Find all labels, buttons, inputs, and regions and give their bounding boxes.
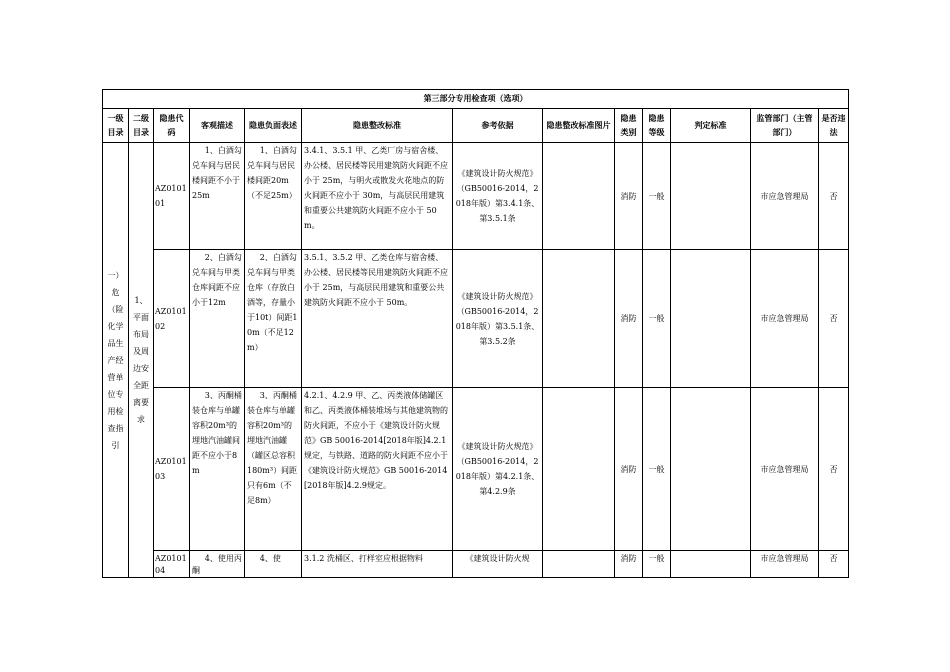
- illegal-cell: 否: [819, 388, 849, 551]
- negative-cell: 4、使: [245, 551, 302, 578]
- negative-cell: 3、丙酮桶装仓库与单罐容积20m³的埋地汽油罐（罐区总容积180m³）间距只有6m（不足8m）: [245, 388, 302, 551]
- header-dept: 监管部门（主管部门）: [751, 109, 819, 143]
- image-cell: [543, 551, 615, 578]
- negative-cell: 2、白酒勾兑车间与甲类仓库（存放白酒等，存量小于10t）间距10m（不足12m）: [245, 250, 302, 388]
- header-category: 隐患类别: [615, 109, 643, 143]
- code-cell: AZ010101: [154, 143, 190, 250]
- dept-cell: 市应急管理局: [751, 250, 819, 388]
- criteria-cell: [671, 250, 751, 388]
- header-description: 客观描述: [190, 109, 245, 143]
- standard-cell: 3.5.1、3.5.2 甲、乙类仓库与宿舍楼、办公楼、居民楼等民用建筑防火间距不应小于 25m，与高层民用建筑和重要公共建筑防火间距不应小于 50m。: [302, 250, 453, 388]
- table-row: [103, 143, 849, 250]
- dept-cell: 市应急管理局: [751, 551, 819, 578]
- table-row: [103, 250, 849, 388]
- table-title: 第三部分专用检查项（选项）: [103, 90, 849, 109]
- category-cell: 消防: [615, 143, 643, 250]
- table-row: [103, 388, 849, 551]
- basis-cell: 《建筑设计防火规范》（GB50016-2014，2018年版）第3.4.1条、第3.5.1条: [453, 143, 543, 250]
- criteria-cell: [671, 388, 751, 551]
- basis-cell: 《建筑设计防火规范》（GB50016-2014，2018年版）第4.2.1条、第4.2.9条: [453, 388, 543, 551]
- header-image: 隐患整改标准图片: [543, 109, 615, 143]
- header-level2: 二级目录: [129, 109, 154, 143]
- description-cell: 4、使用丙酮: [190, 551, 245, 578]
- description-cell: 2、白酒勾兑车间与甲类仓库间距不应小于12m: [190, 250, 245, 388]
- level2-cell: 1、平面布局及周边安全距离要求: [129, 143, 154, 578]
- level1-cell: 一）危（险化学品生产经营单位专用检查指引: [103, 143, 129, 578]
- illegal-cell: 否: [819, 551, 849, 578]
- grade-cell: 一般: [643, 388, 671, 551]
- criteria-cell: [671, 551, 751, 578]
- header-negative: 隐患负面表述: [245, 109, 302, 143]
- header-criteria: 判定标准: [671, 109, 751, 143]
- criteria-cell: [671, 143, 751, 250]
- negative-cell: 1、白酒勾兑车间与居民楼间距20m（不足25m）: [245, 143, 302, 250]
- inspection-table: [102, 89, 849, 578]
- image-cell: [543, 250, 615, 388]
- header-code: 隐患代码: [154, 109, 190, 143]
- category-cell: 消防: [615, 250, 643, 388]
- basis-cell: 《建筑设计防火规: [453, 551, 543, 578]
- category-cell: 消防: [615, 388, 643, 551]
- category-cell: 消防: [615, 551, 643, 578]
- header-grade: 隐患等级: [643, 109, 671, 143]
- grade-cell: 一般: [643, 143, 671, 250]
- code-cell: AZ010102: [154, 250, 190, 388]
- standard-cell: 3.4.1、3.5.1 甲、乙类厂房与宿舍楼、办公楼、居民楼等民用建筑防火间距不应小于 25m，与明火或散发火花地点的防火间距不应小于 30m，与高层民用建筑和重要公共建筑防火间距不应小于 50m。: [302, 143, 453, 250]
- header-level1: 一级目录: [103, 109, 129, 143]
- header-standard: 隐患整改标准: [302, 109, 453, 143]
- code-cell: AZ010104: [154, 551, 190, 578]
- basis-cell: 《建筑设计防火规范》（GB50016-2014，2018年版）第3.5.1条、第3.5.2条: [453, 250, 543, 388]
- dept-cell: 市应急管理局: [751, 143, 819, 250]
- dept-cell: 市应急管理局: [751, 388, 819, 551]
- header-basis: 参考依据: [453, 109, 543, 143]
- illegal-cell: 否: [819, 250, 849, 388]
- standard-cell: 4.2.1、4.2.9 甲、乙、丙类液体储罐区和乙、丙类液体桶装堆场与其他建筑物的防火间距，不应小于《建筑设计防火规范》GB 50016-2014[2018年版]4.2.1规定，与铁路、道路的防火间距不应小于《建筑设计防火规范》GB 50016-2014[2018年版]4.2.9规定。: [302, 388, 453, 551]
- standard-cell: 3.1.2 洗桶区、打样室应根据物料: [302, 551, 453, 578]
- image-cell: [543, 143, 615, 250]
- description-cell: 3、丙酮桶装仓库与单罐容积20m³的埋地汽油罐间距不应小于8m: [190, 388, 245, 551]
- inspection-table-sheet: [102, 89, 849, 578]
- illegal-cell: 否: [819, 143, 849, 250]
- table-row: [103, 551, 849, 578]
- header-illegal: 是否违法: [819, 109, 849, 143]
- grade-cell: 一般: [643, 250, 671, 388]
- grade-cell: 一般: [643, 551, 671, 578]
- description-cell: 1、白酒勾兑车间与居民楼间距不小于25m: [190, 143, 245, 250]
- code-cell: AZ010103: [154, 388, 190, 551]
- image-cell: [543, 388, 615, 551]
